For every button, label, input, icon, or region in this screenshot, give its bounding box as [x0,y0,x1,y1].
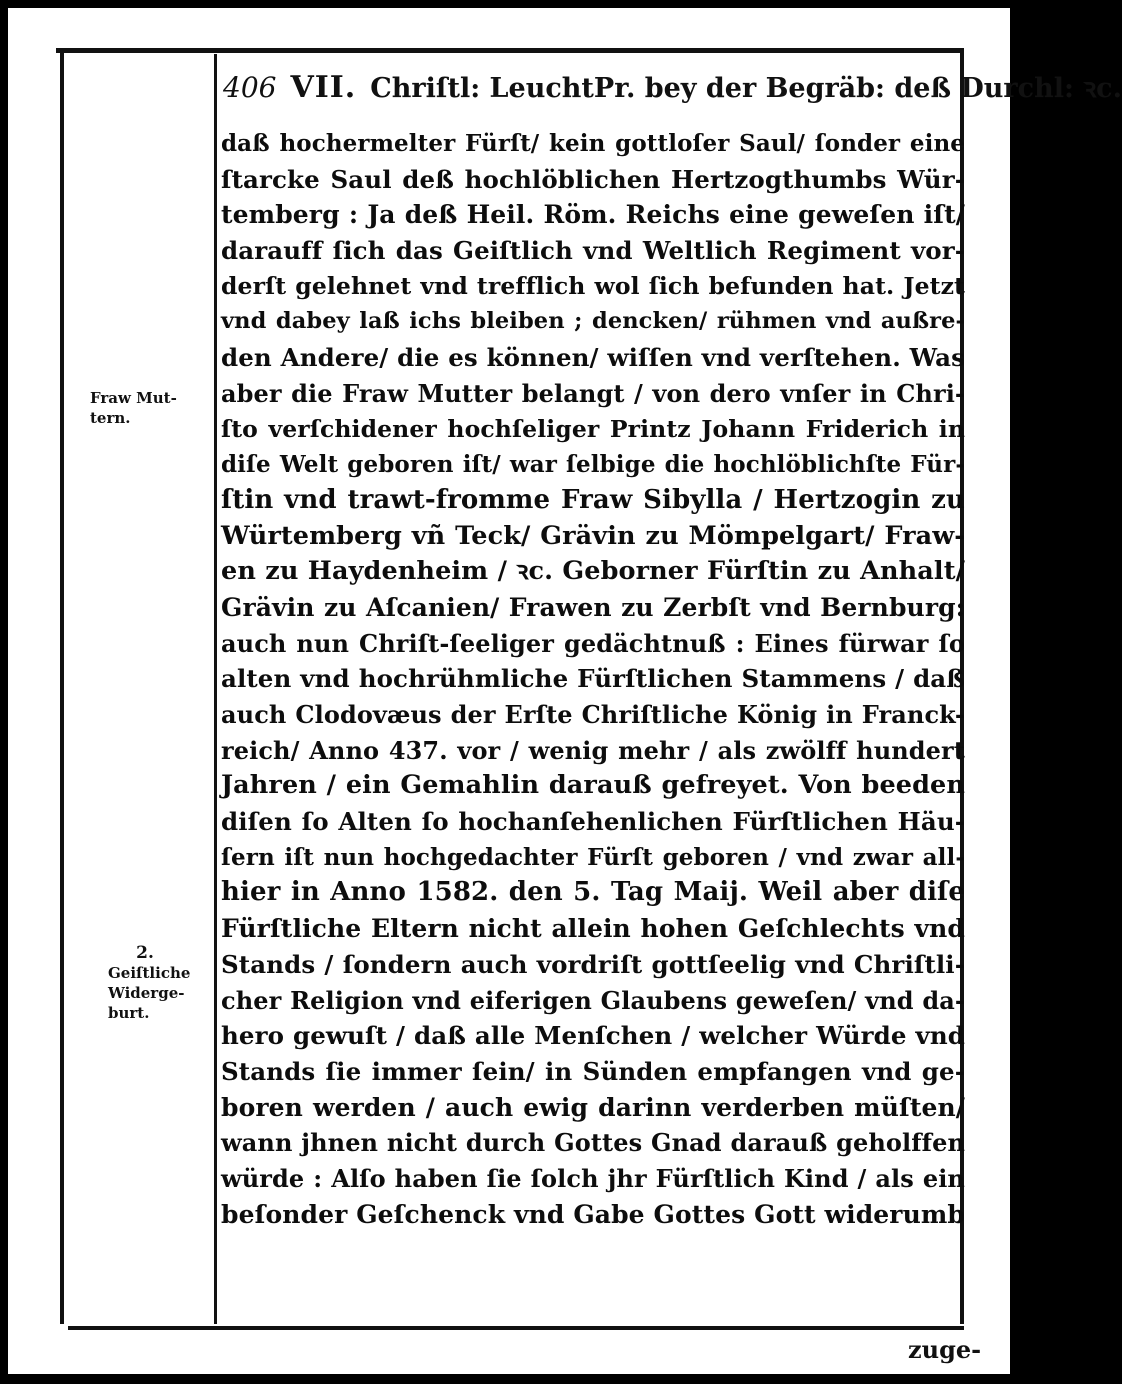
text-line: auch Clodovæus der Erſte Chriſtliche König in Franck- [221,700,965,729]
text-line: ſtin vnd trawt-fromme Fraw Sibylla / Hertzogin zu [221,484,965,515]
frame-rule-top [56,48,964,53]
frame-rule-left [60,48,64,1324]
text-line: ſern iſt nun hochgedachter Fürſt geboren / vnd zwar all- [221,843,965,871]
text-line: cher Religion vnd eiferigen Glaubens geweſen/ vnd da- [221,985,965,1015]
text-line: Jahren / ein Gemahlin darauß gefreyet. Von beeden [221,770,965,801]
catchword: zuge- [908,1335,982,1364]
chapter-number: VII. [290,70,357,105]
margin-note-rebirth [108,943,212,1023]
margin-note-number: 2. [136,943,154,963]
text-line: derſt gelehnet vnd trefflich wol ſich befunden hat. Jetzt [221,271,965,300]
running-header [223,68,1122,118]
text-line: diſen ſo Alten ſo hochanſehenlichen Fürſtlichen Häu- [221,807,965,837]
frame-rule-margin [214,54,217,1324]
margin-note-text: Geiſtliche Widerge- burt. [108,964,191,1022]
text-line: reich/ Anno 437. vor / wenig mehr / als zwölff hundert [221,735,965,765]
page-number: 406 [223,71,277,104]
text-line: hier in Anno 1582. den 5. Tag Maij. Weil aber diſe [221,877,965,908]
text-line: en zu Haydenheim / ꝛc. Geborner Fürſtin zu Anhalt/ [221,556,965,587]
text-line: ſtarcke Saul deß hochlöblichen Hertzogthumbs Wür- [221,164,965,194]
text-line: beſonder Geſchenck vnd Gabe Gottes Gott widerumb [221,1199,965,1229]
margin-note-mother [90,388,208,428]
text-line: Stands ſie immer ſein/ in Sünden empfangen vnd ge- [221,1056,965,1086]
body-text [221,126,965,1232]
text-line: temberg : Ja deß Heil. Röm. Reichs eine geweſen iſt/ [221,200,965,230]
frame-rule-bottom [68,1326,964,1330]
document-page [8,8,1122,1374]
text-line: würde : Alſo haben ſie ſolch jhr Fürſtlich Kind / als ein [221,1163,965,1193]
text-line: Grävin zu Aſcanien/ Frawen zu Zerbſt vnd Bernburg: [221,592,965,622]
text-line: daß hochermelter Fürſt/ kein gottloſer Saul/ ſonder eine [221,130,965,157]
text-line: Fürſtliche Eltern nicht allein hohen Geſchlechts vnd [221,914,965,944]
text-line: aber die Fraw Mutter belangt / von dero vnſer in Chri- [221,378,965,408]
running-title: Chriſtl: LeuchtPr. bey der Begräb: deß Durchl: ꝛc. [370,73,1122,104]
text-line: Stands / ſondern auch vordriſt gottſeelig vnd Chriſtli- [221,949,965,979]
text-line: alten vnd hochrühmliche Fürſtlichen Stammens / daß [221,664,965,694]
text-line: ſto verſchidener hochſeliger Printz Johann Friderich in [221,414,965,443]
margin-note-text: Fraw Mut- tern. [90,389,177,427]
text-line: diſe Welt geboren iſt/ war ſelbige die hochlöblichſte Für- [221,451,965,479]
text-line: vnd dabey laß ichs bleiben ; dencken/ rühmen vnd außre- [221,308,965,335]
text-line: den Andere/ die es können/ wiſſen vnd verſtehen. Was [221,343,965,373]
text-line: boren werden / auch ewig darinn verderben müſten/ [221,1092,965,1122]
text-line: hero gewuſt / daß alle Menſchen / welcher Würde vnd [221,1021,965,1051]
text-line: wann jhnen nicht durch Gottes Gnad darauß geholffen [221,1128,965,1158]
text-line: darauff ſich das Geiſtlich vnd Weltlich Regiment vor- [221,236,965,266]
text-line: Würtemberg vñ Teck/ Grävin zu Mömpelgart/ Fraw- [221,520,965,551]
text-line: auch nun Chriſt-ſeeliger gedächtnuß : Eines fürwar ſo [221,628,965,658]
